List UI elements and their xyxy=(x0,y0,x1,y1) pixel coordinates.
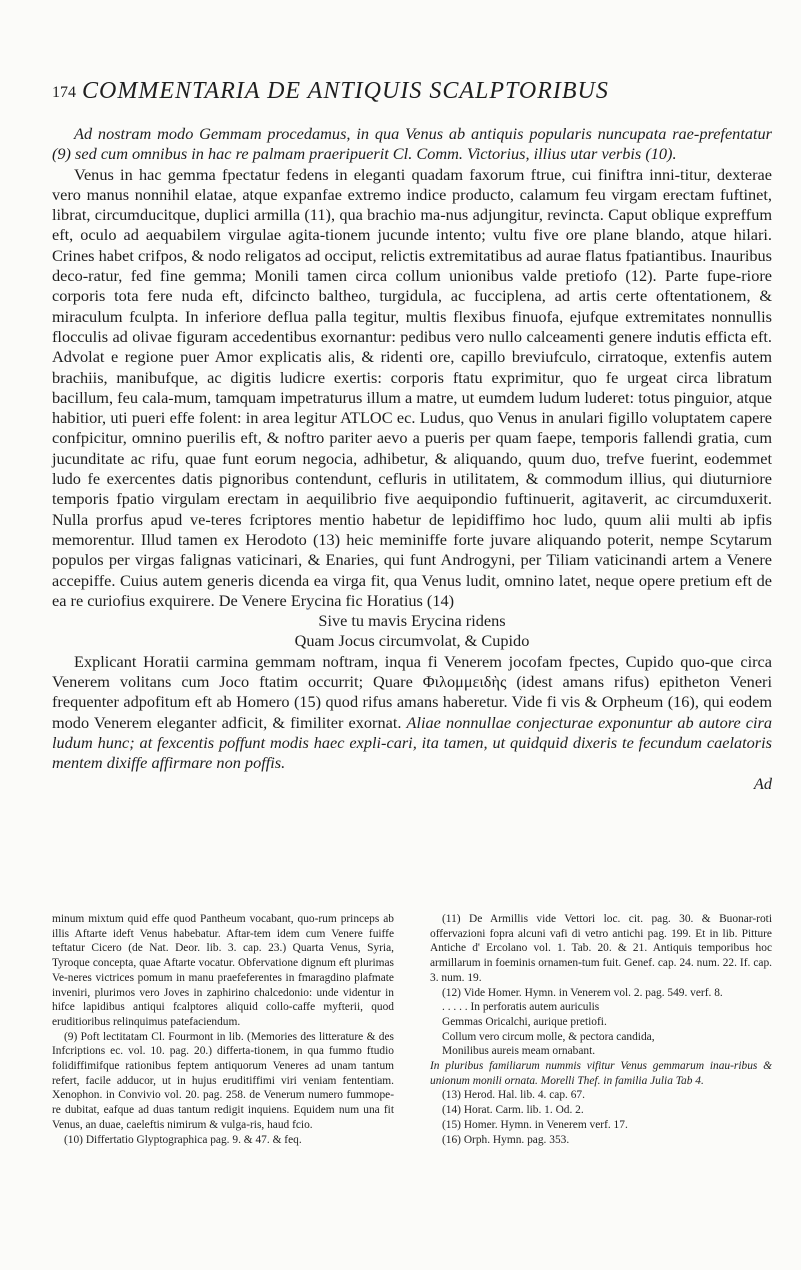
verse-line-1: Sive tu mavis Erycina ridens xyxy=(318,611,506,631)
catchword: Ad xyxy=(753,773,772,793)
footnote-12-verse-3: Collum vero circum molle, & pectora candida, xyxy=(442,1030,655,1043)
footnote-11: (11) De Armillis vide Vettori loc. cit. pag. 30. & Buonar-roti offervazioni fopra alcuni vafi di vetro antichi pag. 199. Et in lib. Pitture Antiche d' Ercolano vol. 1. Tab. 20. & 21. Antiquis temporibus hoc armillarum in foeminis ornamen-tum fuit. Genef. cap. 24. num. 22. If. cap. 3. num. 19. xyxy=(430,913,772,984)
paragraph-horace-text: Explicant Horatii carmina gemmam noftram, inqua fi Venerem jocofam fpectes, Cupido quo-que circa Venerem volitans cum Joco ftatim occurrit; Quare Φιλομμειδὴς (idest amans rifus) epitheton Veneri frequenter adpofitum eft ab Homero (15) quod rifus amans haberetur. Vide fi vis & Orpheum (16), qui eodem modo Venerem eleganter adficit, & fimiliter exornat. xyxy=(52,651,772,732)
footnote-13: (13) Herod. Hal. lib. 4. cap. 67. xyxy=(442,1089,585,1102)
footnote-9: (9) Poft lectitatam Cl. Fourmont in lib. (Memories des litterature & des Infcriptions ec. vol. 10. pag. 20.) differta-tionem, in qua fummo ftudio folidiffimifque rationibus feptem antiquorum Veneres ad unam tantum refert, facile adducor, ut in hujus eruditiffimi viri veniam fententiam. Xenophon. in Convivio vol. 20. pag. 258. de Venerum numero fummope-re dubitat, eafque ad duas tantum redigit inquiens. Equidem num una fit Venus, an duae, caeleftis nimirum & vulga-ris, haud fcio. xyxy=(52,1030,394,1131)
footnote-12-continuation: In pluribus familiarum nummis vifitur Venus gemmarum inau-ribus & unionum monili ornata. Morelli Thef. in familia Julia Tab 4. xyxy=(430,1060,772,1087)
verse-line-2: Quam Jocus circumvolat, & Cupido xyxy=(294,631,530,651)
paragraph-horace-italic: Aliae nonnullae conjecturae exponuntur ab autore cira ludum hunc; at fexcentis poffunt modis haec expli-cari, ita tamen, ut quidquid dixeris te fecundum caelatoris mentem dixiffe affirmare non poffis. xyxy=(52,712,772,773)
footnote-12: (12) Vide Homer. Hymn. in Venerem vol. 2. pag. 549. verf. 8. xyxy=(442,986,723,999)
paragraph-intro: Ad nostram modo Gemmam procedamus, in qua Venus ab antiquis popularis nuncupata rae-prefentatur (9) sed cum omnibus in hac re palmam praeripuerit Cl. Comm. Victorius, illius utar verbis (10). xyxy=(52,124,772,164)
footnote-14: (14) Horat. Carm. lib. 1. Od. 2. xyxy=(442,1104,584,1117)
footnote-12-verse-1: . . . . . In perforatis autem auriculis xyxy=(442,1001,600,1014)
footnote-12-verse-2: Gemmas Oricalchi, aurique pretiofi. xyxy=(442,1015,607,1028)
footnotes-left-column xyxy=(52,912,394,1147)
page-header xyxy=(52,78,772,108)
footnote-16: (16) Orph. Hymn. pag. 353. xyxy=(442,1133,570,1146)
footnote-continuation: minum mixtum quid effe quod Pantheum vocabant, quo-rum princeps ab illis Aftarte ideft Venus habebatur. Aftar-tem idem cum Venere fuiffe teftatur Cicero (de Nat. Deor. lib. 3. cap. 23.) Quarta Venus, Syria, Tyroque concepta, quae Aftarte vocatur. Obfervatione dignum eft plurimas Ve-neres victrices pomum in manu praefeferentes in fmaragdino plafmate inveniri, plurimos vero Joves in zaphirino chalcedonio: unde videntur in hifce lapidibus antiqui fcalptores aliquid collo-caffe myfterii, quod eruditioribus relinquimus patefaciendum. xyxy=(52,913,394,1028)
footnote-15: (15) Homer. Hymn. in Venerem verf. 17. xyxy=(442,1118,628,1131)
footnote-12-verse-4: Monilibus aureis meam ornabant. xyxy=(442,1045,596,1058)
footnotes-right-column xyxy=(430,912,772,1147)
footnote-10: (10) Differtatio Glyptographica pag. 9. & 47. & feq. xyxy=(64,1133,302,1146)
paragraph-description: Venus in hac gemma fpectatur fedens in eleganti quadam faxorum ftrue, cui finiftra inni-titur, dexterae vero manus nonnihil elatae, atque expanfae extremo indice producto, calamum feu virgam erectam fuftinet, librat, circumducitque, duplici armilla (11), qua brachio ma-nus adjungitur, revincta. Caput oblique expreffum eft, oculo ad aequabilem virgulae agita-tionem jucunde intento; vultu five ore plane blando, atque hilari. Crines habet crifpos, & nodo religatos ad occiput, relictis extremitatibus ad aurae flatus fpatiantibus. Inauribus deco-ratur, fed fine gemma; Monili tamen circa collum unionibus valde pretiofo (12). Parte fupe-riore corporis tota fere nuda eft, difcincto baltheo, turgidula, ac fucciplena, ad artis certe oftentationem, & miraculum fculpta. In inferiore deflua palla tegitur, multis flexibus finuofa, ejufque extremitates nonnullis flocculis ad olivae figuram accedentibus exornantur: pedibus vero nullo calceamenti genere indutis effictа eft. Advolat e regione puer Amor explicatis alis, & ridenti ore, capillo breviufculo, cirratoque, extenfis autem brachiis, manibufque, ac digitis ludicre exertis: corporis ftatu exprimitur, quo fe urgeat circa libratum bacillum, feu cala-mum, tamquam impetraturus illum a matre, ut eumdem ludum luderet: totus pinguior, atque habitior, uti pueri effe folent: in area legitur ATLOC ec. Ludus, quo Venus in anulari figillo voluptatem capere confpicitur, omnino puerilis eft, & noftro pariter aevo a pueris per quam faepe, temporis fallendi gratia, cum jucunditate ac rifu, quae funt eorum negocia, adhibetur, & aliquando, quum duo, trefve fuerint, eodemmet ludo fe exercentes datis pignoribus contendunt, cefluris in utilitatem, & commodum illius, qui diuturniore temporis fpatio virgulam erectam in aequilibrio five aequipondio fuftinuerit, agitaverit, ac circumduxerit. Nulla prorfus apud ve-teres fcriptores mentio habetur de lepidiffimo hoc ludo, quum alii multi ab ipfis memorentur. Illud tamen ex Herodoto (13) heic meminiffe forte juvare aliquando poterit, nempe Scytarum populos per virgas falignas vaticinari, & Enaries, qui funt Androgyni, per Tiliam vaticinandi artem a Venere accepiffe. Cuius autem generis dicenda ea virga fit, qua Venus ludit, omnino latet, neque opere pretium eft de ea re curiofius exquirere. De Venere Erycina fic Horatius (14) xyxy=(52,164,772,610)
paragraph-horace xyxy=(52,652,772,774)
running-title: COMMENTARIA DE ANTIQUIS SCALPTORIBUS xyxy=(82,78,609,104)
main-text xyxy=(52,124,772,794)
page-number: 174 xyxy=(52,84,76,101)
